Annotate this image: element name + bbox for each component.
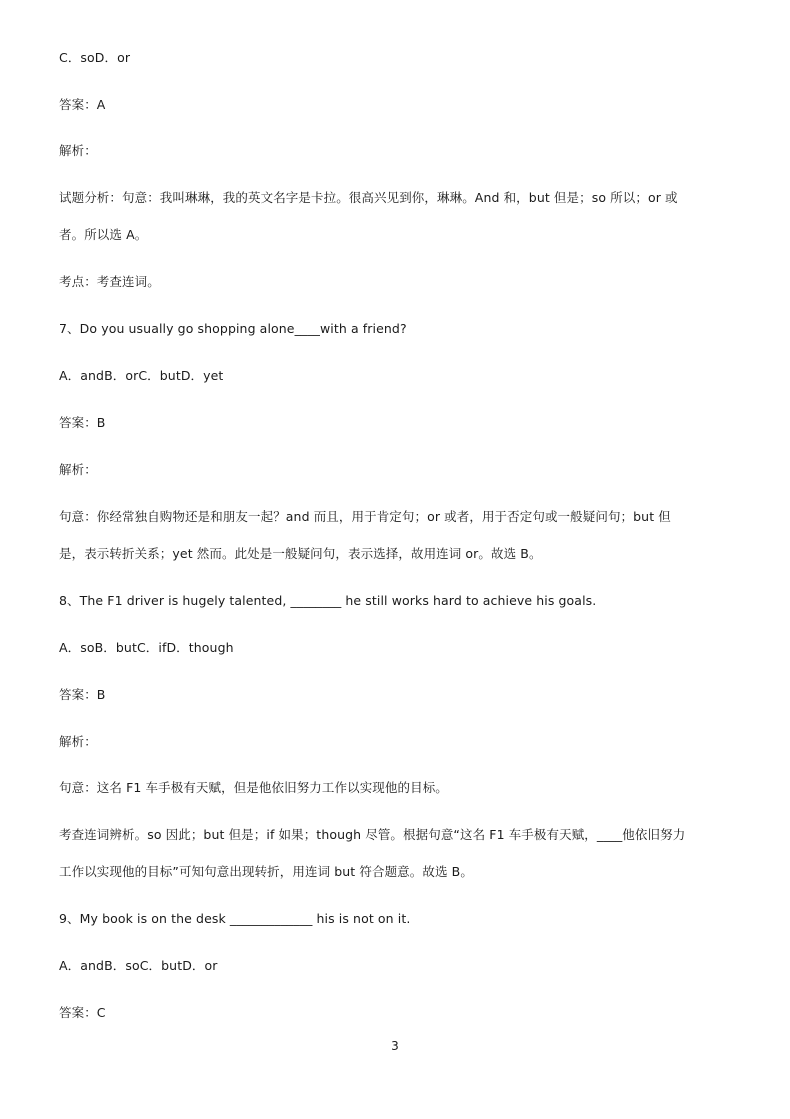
answer-line-q9: 答案：C [59, 1005, 106, 1020]
answer-line-q7: 答案：B [59, 415, 106, 430]
analysis-text-q7-line1: 句意：你经常独自购物还是和朋友一起？and 而且，用于肯定句；or 或者，用于否定句或一般疑问句；but 但 [59, 509, 671, 524]
answer-line-q8: 答案：B [59, 687, 106, 702]
options-q7: A．andB．orC．butD．yet [59, 368, 224, 383]
question-7: 7、Do you usually go shopping alone____with a friend? [59, 321, 407, 336]
analysis-heading-q8: 解析： [59, 734, 97, 749]
analysis-text-q7-line2: 是，表示转折关系；yet 然而。此处是一般疑问句，表示选择，故用连词 or。故选 B。 [59, 546, 542, 561]
analysis-heading-q6: 解析： [59, 143, 97, 158]
answer-line-q6: 答案：A [59, 97, 106, 112]
knowledge-point-q6: 考点：考查连词。 [59, 274, 160, 289]
analysis-text-q8-line2: 工作以实现他的目标”可知句意出现转折，用连词 but 符合题意。故选 B。 [59, 864, 473, 879]
page-number: 3 [391, 1039, 399, 1053]
question-8: 8、The F1 driver is hugely talented, ________ he still works hard to achieve his goals. [59, 593, 597, 608]
analysis-heading-q7: 解析： [59, 462, 97, 477]
options-q9: A．andB．soC．butD．or [59, 958, 218, 973]
analysis-text-q8-line1: 考查连词辨析。so 因此；but 但是；if 如果；though 尽管。根据句意“这名 F1 车手极有天赋，____他依旧努力 [59, 827, 686, 842]
translation-q8: 句意：这名 F1 车手极有天赋，但是他依旧努力工作以实现他的目标。 [59, 780, 448, 795]
option-line-q6: C．soD．or [59, 50, 131, 65]
options-q8: A．soB．butC．ifD．though [59, 640, 234, 655]
analysis-text-q6-line2: 者。所以选 A。 [59, 227, 148, 242]
question-9: 9、My book is on the desk _____________ his is not on it. [59, 911, 411, 926]
analysis-text-q6-line1: 试题分析：句意：我叫琳琳，我的英文名字是卡拉。很高兴见到你，琳琳。And 和，but 但是；so 所以；or 或 [59, 190, 678, 205]
